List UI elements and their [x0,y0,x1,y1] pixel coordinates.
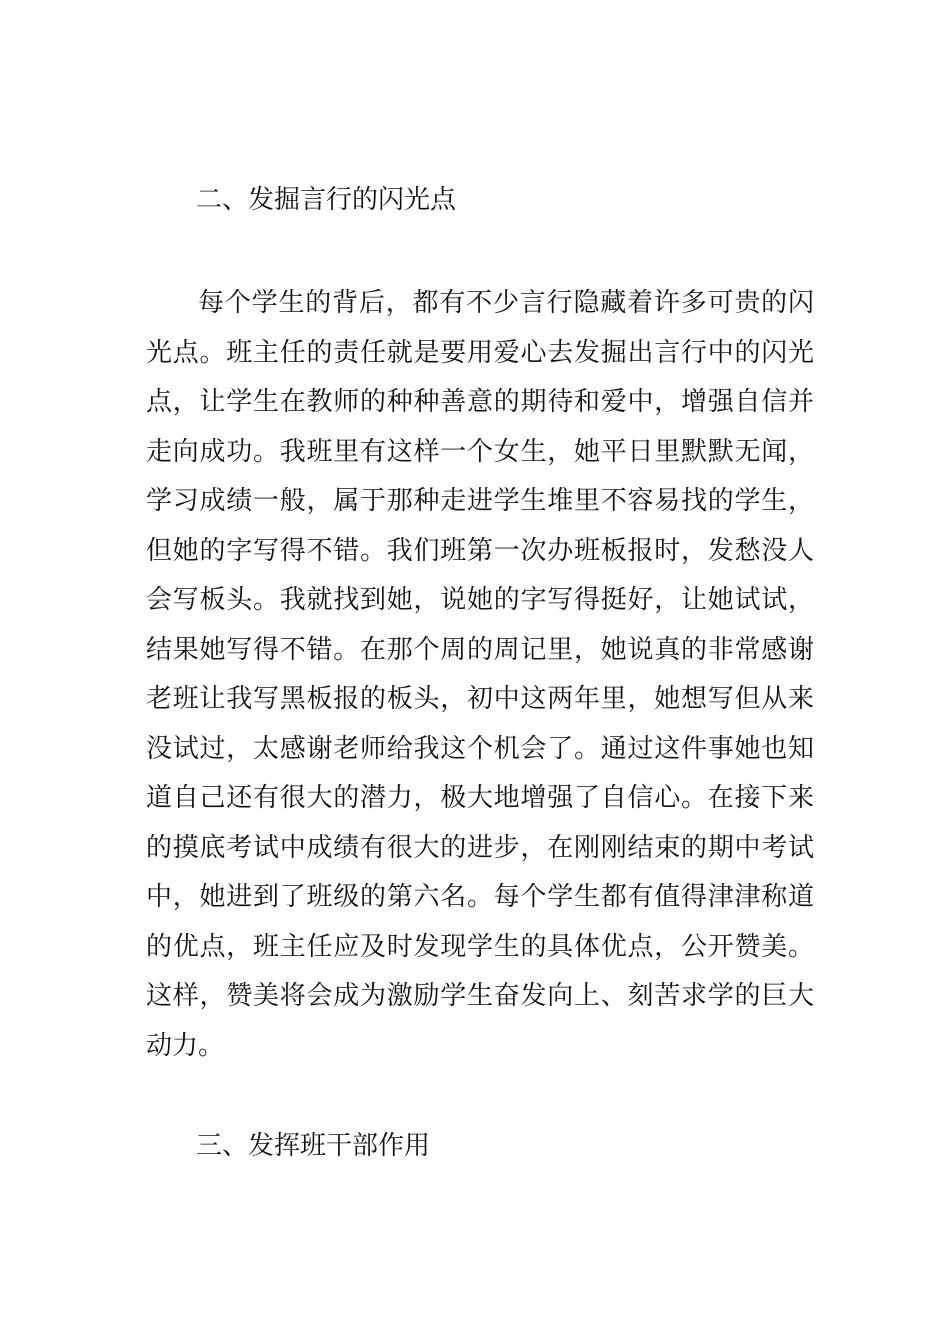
paragraph-line: 这样，赞美将会成为激励学生奋发向上、刻苦求学的巨大 [146,981,814,1011]
paragraph-line: 的优点，班主任应及时发现学生的具体优点，公开赞美。 [146,931,814,962]
paragraph-line: 学习成绩一般，属于那种走进学生堆里不容易找的学生， [146,486,814,516]
paragraph-line: 光点。班主任的责任就是要用爱心去发掘出言行中的闪光 [146,337,814,368]
paragraph-line: 没试过，太感谢老师给我这个机会了。通过这件事她也知 [146,733,814,764]
section-heading: 二、发掘言行的闪光点 [196,185,457,215]
paragraph-line: 动力。 [146,1030,225,1061]
section-heading: 三、发挥班干部作用 [196,1131,431,1161]
paragraph-line: 会写板头。我就找到她，说她的字写得挺好，让她试试， [146,585,814,615]
paragraph-line: 道自己还有很大的潜力，极大地增强了自信心。在接下来 [146,783,814,813]
paragraph-line: 走向成功。我班里有这样一个女生，她平日里默默无闻， [146,436,814,467]
paragraph-line: 但她的字写得不错。我们班第一次办班板报时，发愁没人 [146,535,814,566]
body-paragraph [146,279,814,1071]
paragraph-line: 的摸底考试中成绩有很大的进步，在刚刚结束的期中考试 [146,832,814,863]
paragraph-line: 老班让我写黑板报的板头，初中这两年里，她想写但从来 [146,684,814,714]
paragraph-line: 结果她写得不错。在那个周的周记里，她说真的非常感谢 [146,634,814,665]
paragraph-line: 每个学生的背后，都有不少言行隐藏着许多可贵的闪 [198,288,814,318]
paragraph-line: 点，让学生在教师的种种善意的期待和爱中，增强自信并 [146,387,814,417]
paragraph-line: 中，她进到了班级的第六名。每个学生都有值得津津称道 [146,882,814,912]
